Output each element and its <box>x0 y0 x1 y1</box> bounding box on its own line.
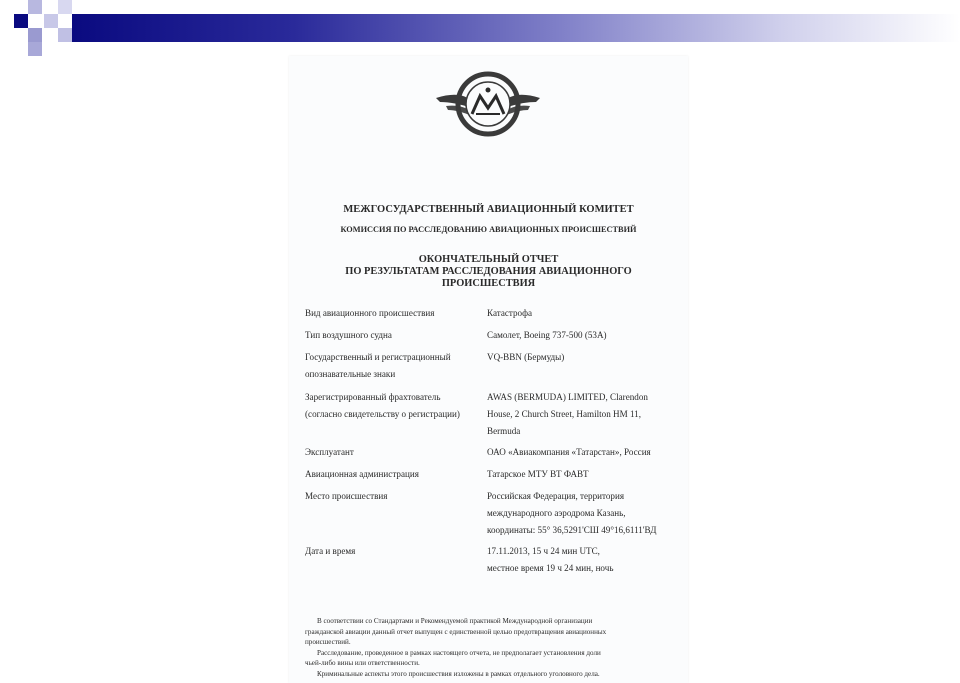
header-gradient-bar <box>72 14 960 42</box>
row-value-registration: VQ-BBN (Бермуды) <box>487 352 565 362</box>
row-label-registration: Государственный и регистрационный опознавательные знаки <box>305 352 451 379</box>
row-label-aircraft-type: Тип воздушного судна <box>305 330 392 340</box>
header-square-6 <box>58 28 72 42</box>
disclaimer-line: Криминальные аспекты этого происшествия изложены в рамках отдельного уголовного дела. <box>317 669 600 678</box>
report-title <box>289 254 688 290</box>
disclaimer-line: гражданской авиации данный отчет выпущен с единственной целью предотвращения авиационных <box>305 627 607 636</box>
commission-name: КОМИССИЯ ПО РАССЛЕДОВАНИЮ АВИАЦИОННЫХ ПРОИСШЕСТВИЙ <box>340 225 637 234</box>
report-title-line: ПО РЕЗУЛЬТАТАМ РАССЛЕДОВАНИЯ АВИАЦИОННОГО <box>345 266 632 277</box>
report-title-line: ОКОНЧАТЕЛЬНЫЙ ОТЧЕТ <box>418 254 559 265</box>
row-value-aircraft-type: Самолет, Boeing 737-500 (53A) <box>487 330 607 340</box>
row-value-charterer: AWAS (BERMUDA) LIMITED, Clarendon House, 2 Church Street, Hamilton HM 11, Bermuda <box>487 392 648 436</box>
row-value-operator: ОАО «Авиакомпания «Татарстан», Россия <box>487 447 651 457</box>
row-value-date-time: 17.11.2013, 15 ч 24 мин UTC, местное время 19 ч 24 мин, ночь <box>487 546 614 573</box>
row-label-date-time: Дата и время <box>305 546 356 556</box>
header-square-1 <box>14 14 28 28</box>
row-label-aviation-authority: Авиационная администрация <box>305 469 419 479</box>
row-label-operator: Эксплуатант <box>305 447 354 457</box>
disclaimer-line: Расследование, проведенное в рамках настоящего отчета, не предполагает установления доли <box>317 648 601 657</box>
row-value-location: Российская Федерация, территория международного аэродрома Казань, координаты: 55° 36,5291'СШ 49°16,6111'ВД <box>487 491 657 535</box>
disclaimer-line: чьей-либо вины или ответственности. <box>305 659 420 667</box>
report-title-line: ПРОИСШЕСТВИЯ <box>441 278 536 289</box>
disclaimer-line: происшествий. <box>305 638 351 646</box>
header-square-4 <box>58 0 72 14</box>
row-label-location: Место происшествия <box>305 491 388 501</box>
report-disclaimer <box>305 616 665 679</box>
header-square-3 <box>44 14 58 28</box>
organization-name: МЕЖГОСУДАРСТВЕННЫЙ АВИАЦИОННЫЙ КОМИТЕТ <box>343 204 634 215</box>
row-value-aviation-authority: Татарское МТУ ВТ ФАВТ <box>487 469 589 479</box>
header-square-7 <box>28 42 42 56</box>
report-cover-page <box>289 56 688 683</box>
row-label-occurrence-type: Вид авиационного происшествия <box>305 308 435 318</box>
disclaimer-line: В соответствии со Стандартами и Рекомендуемой практикой Международной организации <box>317 617 593 625</box>
row-label-charterer: Зарегистрированный фрахтователь (согласно свидетельству о регистрации) <box>305 392 460 419</box>
header-square-5 <box>28 28 42 42</box>
row-value-occurrence-type: Катастрофа <box>487 308 533 318</box>
iac-emblem-icon <box>432 68 544 138</box>
header-square-2 <box>28 0 42 14</box>
